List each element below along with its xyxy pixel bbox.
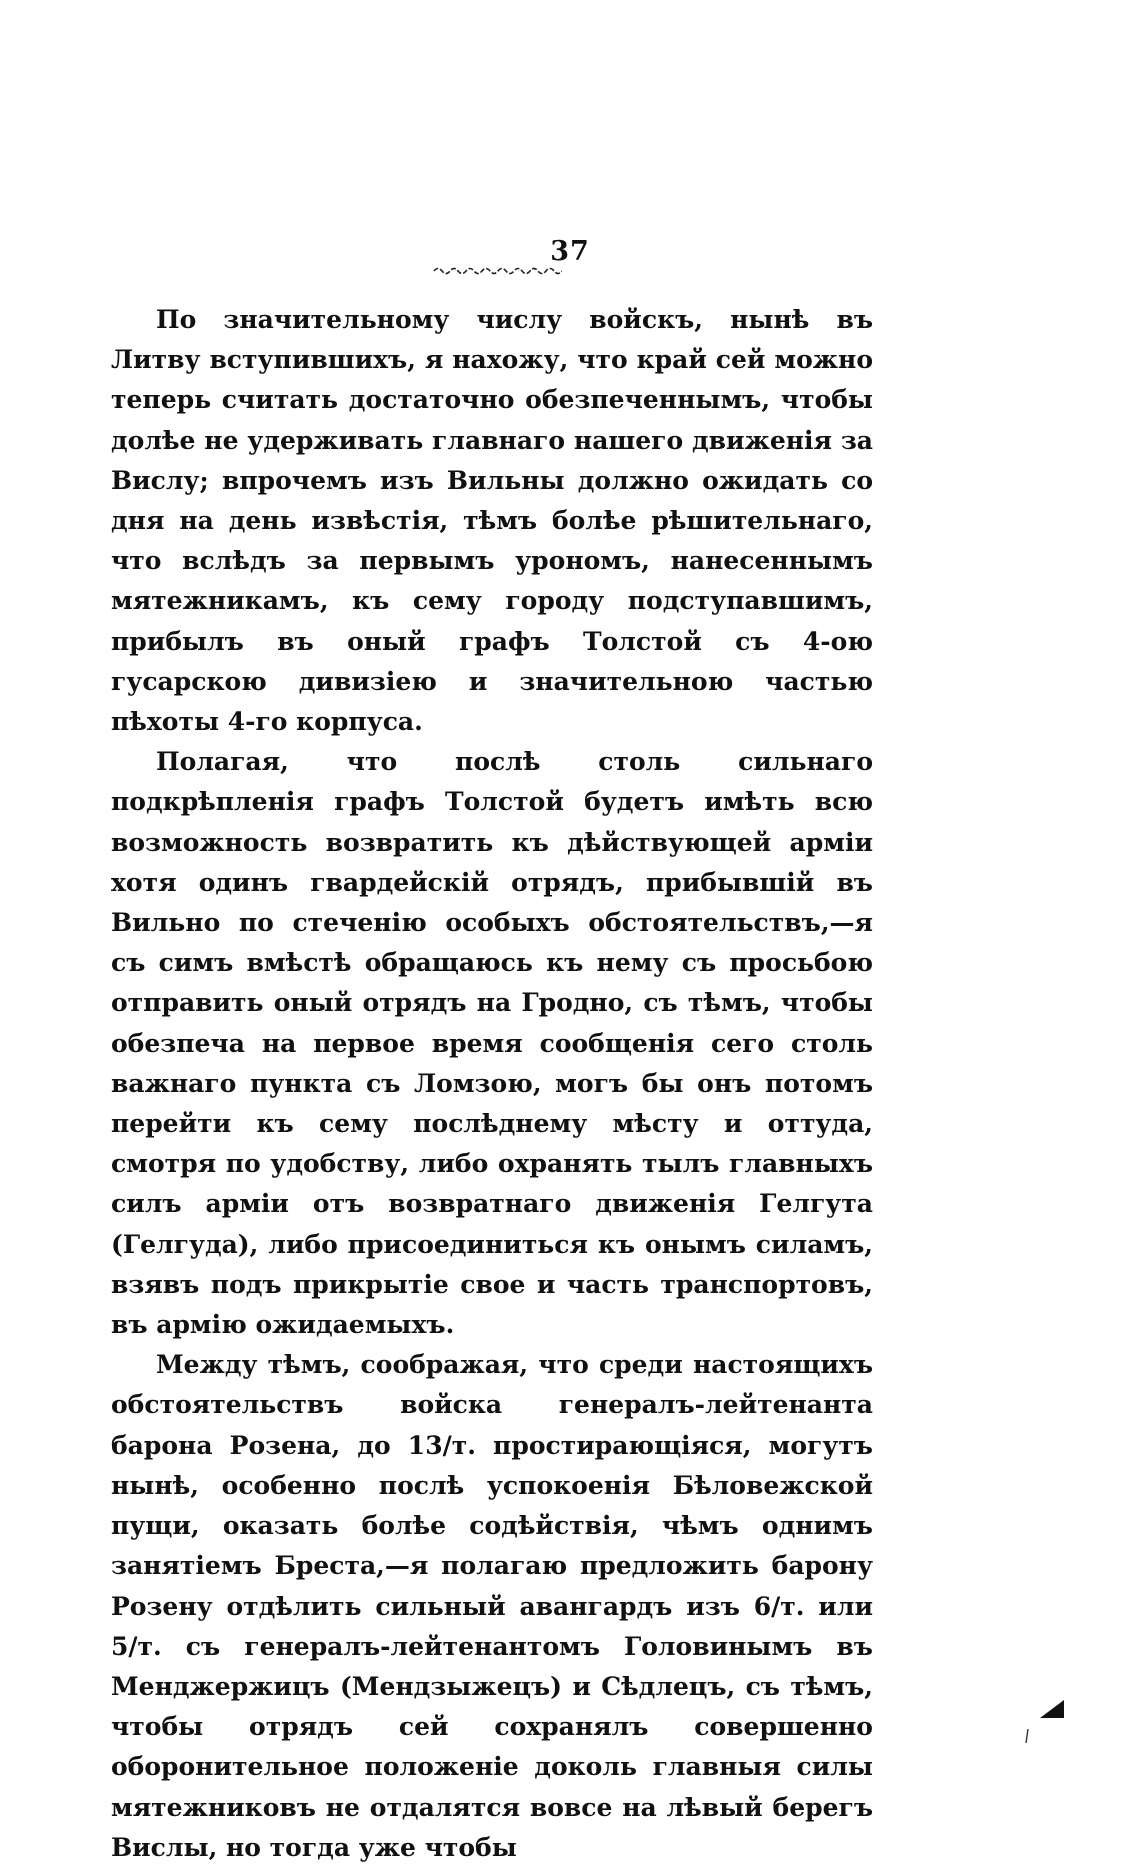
page-number: 37 (550, 236, 590, 267)
scan-artifact-mark (1040, 1700, 1064, 1718)
ornament-divider (432, 262, 562, 276)
paragraph-3: Между тѣмъ, соображая, что среди настоящихъ обстоятельствъ войска генералъ-лейтенанта барона Розена, до 13/т. простирающіяся, могутъ нынѣ, особенно послѣ успокоенія Бѣловежской пущи, оказать болѣе содѣйствія, чѣмъ однимъ занятіемъ Бреста,—я полагаю предложить барону Розену отдѣлить сильный авангардъ изъ 6/т. или 5/т. съ генералъ-лейтенантомъ Головинымъ въ Менджержицъ (Мендзыжецъ) и Сѣдлецъ, съ тѣмъ, чтобы отрядъ сей сохранялъ совершенно оборонительное положеніе доколь главныя силы мятежниковъ не отдалятся вовсе на лѣвый берегъ Вислы, но тогда уже чтобы (111, 1350, 873, 1862)
paragraph-1: По значительному числу войскъ, нынѣ въ Литву вступившихъ, я нахожу, что край сей можно теперь считать достаточно обезпеченнымъ, чтобы долѣе не удерживать главнаго нашего движенія за Вислу; впрочемъ изъ Вильны должно ожидать со дня на день извѣстія, тѣмъ болѣе рѣшительнаго, что вслѣдъ за первымъ урономъ, нанесеннымъ мятежникамъ, къ сему городу подступавшимъ, прибылъ въ оный графъ Толстой съ 4-ою гусарскою дивизіею и значительною частью пѣхоты 4-го корпуса. (111, 305, 873, 737)
scan-artifact-tick (1024, 1728, 1030, 1744)
body-text (111, 300, 873, 1868)
paragraph-2: Полагая, что послѣ столь сильнаго подкрѣпленія графъ Толстой будетъ имѣть всю возможность возвратить къ дѣйствующей арміи хотя одинъ гвардейскій отрядъ, прибывшій въ Вильно по стеченію особыхъ обстоятельствъ,—я съ симъ вмѣстѣ обращаюсь къ нему съ просьбою отправить оный отрядъ на Гродно, съ тѣмъ, чтобы обезпеча на первое время сообщенія сего столь важнаго пункта съ Ломзою, могъ бы онъ потомъ перейти къ сему послѣднему мѣсту и оттуда, смотря по удобству, либо охранять тылъ главныхъ силъ арміи отъ возвратнаго движенія Гелгута (Гелгуда), либо присоединиться къ онымъ силамъ, взявъ подъ прикрытіе свое и часть транспортовъ, въ армію ожидаемыхъ. (111, 747, 873, 1340)
